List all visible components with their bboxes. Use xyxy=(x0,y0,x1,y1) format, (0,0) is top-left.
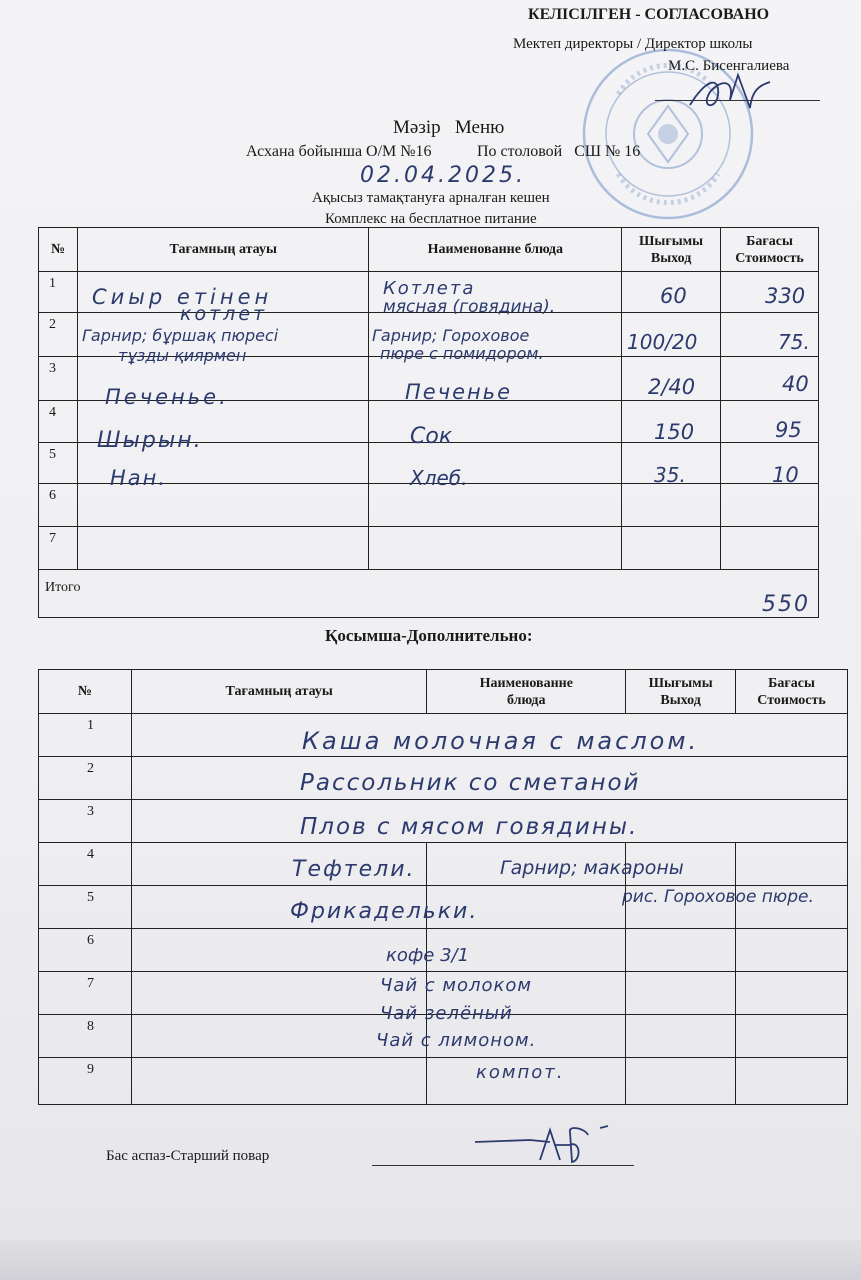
cell-price xyxy=(721,443,819,484)
price-3: 40 xyxy=(782,372,809,396)
extra-item-8: Чай зелёный xyxy=(380,1003,513,1024)
row-number: 1 xyxy=(39,714,132,757)
row-number: 3 xyxy=(39,800,132,843)
row-number: 2 xyxy=(39,757,132,800)
output-4: 150 xyxy=(654,420,695,444)
additional-title: Қосымша-Дополнительно: xyxy=(325,626,533,645)
dish-kz-2-line1: Гарнир; бұршақ пюресі xyxy=(82,326,279,345)
col-number: № xyxy=(39,228,78,272)
dish-kz-1-line1: Сиыр етінен xyxy=(92,285,273,309)
extra-item-9: Чай с лимоном. xyxy=(376,1030,537,1051)
row-number: 4 xyxy=(39,843,132,886)
dish-kz-1-line2: котлет xyxy=(180,303,268,325)
cell-price xyxy=(721,401,819,443)
dish-ru-1-line2: мясная (говядина). xyxy=(383,297,556,317)
dish-kz-2-line2: тұзды қиярмен xyxy=(118,346,247,365)
price-1: 330 xyxy=(765,284,806,308)
output-1: 60 xyxy=(660,284,687,308)
col-dish-kz: Тағамның атауы xyxy=(77,228,369,272)
col-dish-kz: Тағамның атауы xyxy=(131,670,427,714)
extra-item-9-side: компот. xyxy=(476,1062,565,1083)
row-content-output xyxy=(626,1015,736,1058)
background-surface xyxy=(0,1240,861,1280)
extra-item-4-side: Гарнир; макароны xyxy=(500,857,684,879)
approval-title: КЕЛІСІЛГЕН - СОГЛАСОВАНО xyxy=(528,6,770,23)
row-content-price xyxy=(736,1015,848,1058)
extra-item-1: Каша молочная с маслом. xyxy=(302,727,700,755)
cell-output xyxy=(622,527,721,570)
director-signature xyxy=(680,70,780,115)
cell-output xyxy=(622,484,721,527)
total-cell xyxy=(39,570,819,618)
extra-item-5-side: рис. Гороховое пюре. xyxy=(622,887,814,907)
complex-kz: Ақысыз тамақтануға арналған кешен xyxy=(312,190,550,206)
additional-table-header xyxy=(39,670,848,714)
col-number: № xyxy=(39,670,132,714)
row-content-output xyxy=(626,972,736,1015)
canteen-ru: По столовой СШ № 16 xyxy=(477,143,641,160)
cell-dish-ru xyxy=(369,443,622,484)
row-number: 2 xyxy=(39,313,78,357)
cell-price xyxy=(721,527,819,570)
approval-name: М.С. Бисенгалиева xyxy=(668,58,790,74)
dish-kz-3: Печенье. xyxy=(105,385,229,409)
price-2: 75. xyxy=(778,330,810,354)
dish-ru-4: Сок xyxy=(410,424,453,449)
dish-kz-5: Нан. xyxy=(110,466,168,490)
row-number: 6 xyxy=(39,929,132,972)
chef-label: Бас аспаз-Старший повар xyxy=(106,1148,270,1164)
col-price: Бағасы Стоимость xyxy=(736,670,848,714)
cell-dish-ru xyxy=(369,401,622,443)
row-number: 9 xyxy=(39,1058,132,1105)
canteen-kz: Асхана бойынша О/М №16 xyxy=(246,143,432,160)
cell-price xyxy=(721,484,819,527)
chef-signature xyxy=(470,1120,620,1170)
row-number: 6 xyxy=(39,484,78,527)
row-content-output xyxy=(626,1058,736,1105)
menu-date: 02.04.2025. xyxy=(360,163,526,188)
extra-item-6: кофе 3/1 xyxy=(386,945,470,966)
col-dish-ru: Наименованне блюда xyxy=(427,670,626,714)
row-content-output xyxy=(626,929,736,972)
table-row xyxy=(39,1058,848,1105)
row-number: 1 xyxy=(39,272,78,313)
cell-dish-kz xyxy=(77,527,369,570)
table-row xyxy=(39,843,848,886)
cell-dish-ru xyxy=(369,527,622,570)
row-content-price xyxy=(736,929,848,972)
row-number: 5 xyxy=(39,886,132,929)
total-row xyxy=(39,570,819,618)
extra-item-3: Плов с мясом говядины. xyxy=(300,814,639,840)
dish-ru-5: Хлеб. xyxy=(410,466,468,490)
table-row xyxy=(39,527,819,570)
col-output: Шығымы Выход xyxy=(626,670,736,714)
cell-dish-ru xyxy=(369,484,622,527)
price-5: 10 xyxy=(772,463,799,487)
row-number: 4 xyxy=(39,401,78,443)
dish-ru-2-line1: Гарнир; Гороховое xyxy=(372,326,530,345)
price-4: 95 xyxy=(775,418,802,442)
total-value: 550 xyxy=(762,592,810,617)
row-number: 3 xyxy=(39,357,78,401)
col-output: Шығымы Выход xyxy=(622,228,721,272)
row-content-price xyxy=(736,843,848,886)
extra-item-5: Фрикадельки. xyxy=(290,899,479,924)
dish-ru-1-line1: Котлета xyxy=(383,278,476,299)
extra-item-2: Рассольник со сметаной xyxy=(300,770,641,796)
extra-item-7: Чай с молоком xyxy=(380,975,532,996)
row-number: 7 xyxy=(39,972,132,1015)
row-content-price xyxy=(736,1058,848,1105)
extra-item-4: Тефтели. xyxy=(292,857,416,882)
complex-ru: Комплекс на бесплатное питание xyxy=(325,211,537,227)
row-content xyxy=(131,929,427,972)
output-5: 35. xyxy=(654,463,686,487)
menu-title: Мәзір Меню xyxy=(393,117,505,138)
row-number: 5 xyxy=(39,443,78,484)
output-3: 2/40 xyxy=(648,375,696,399)
row-content-price xyxy=(736,972,848,1015)
col-price: Бағасы Стоимость xyxy=(721,228,819,272)
col-dish-ru: Наименованне блюда xyxy=(369,228,622,272)
dish-ru-2-line2: пюре с помидором. xyxy=(380,344,544,363)
row-content xyxy=(131,1058,427,1105)
dish-ru-3: Печенье xyxy=(405,380,513,404)
total-label: Итого xyxy=(45,580,81,595)
main-table-header xyxy=(39,228,819,272)
row-number: 7 xyxy=(39,527,78,570)
row-number: 8 xyxy=(39,1015,132,1058)
output-2: 100/20 xyxy=(627,330,698,354)
dish-kz-4: Шырын. xyxy=(97,428,203,453)
approval-position: Мектеп директоры / Директор школы xyxy=(513,36,753,52)
